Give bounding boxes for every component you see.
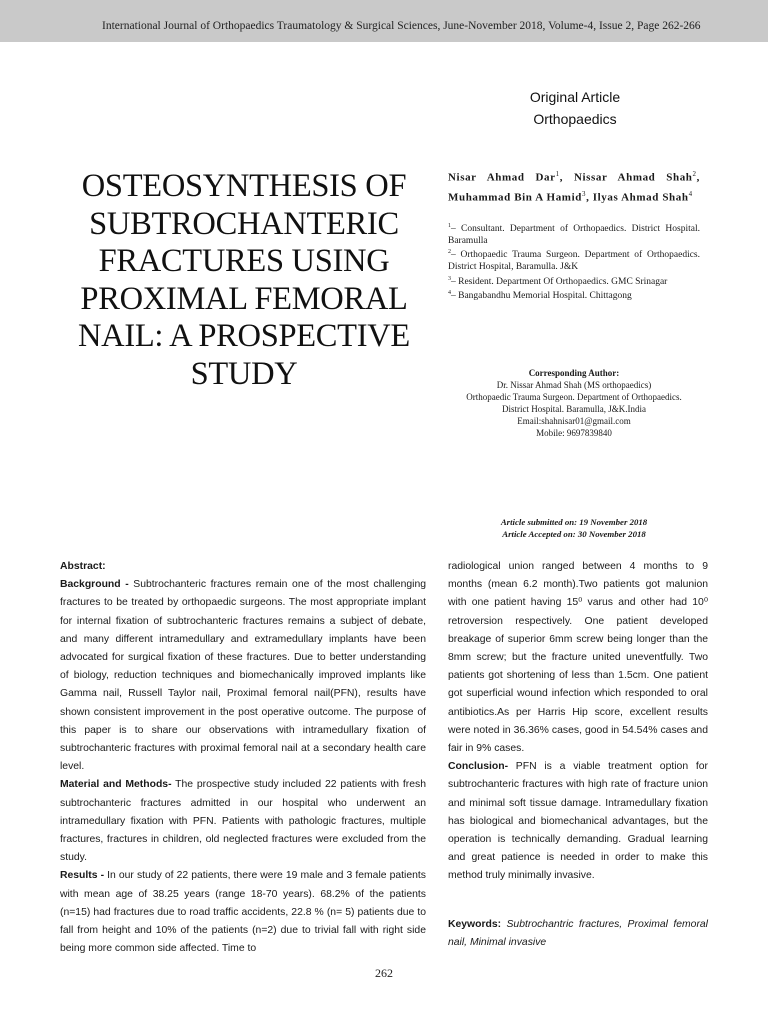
background-text: Subtrochanteric fractures remain one of the most challenging fractures to be treated by orthopaedic surgeons. The most appropriate implant for internal fixation of subtrochanteric fractures remains a subject of debate, and many different intramedullary and extramedullary implants have been advocated for surgical fixation of these fractures. Due to better understanding of biology, reduction techniques and biomechanically improved implants like Gamma nail, Russell Taylor nail, Proximal femoral nail(PFN), results have shown consistent improvement in the post operative outcome. The purpose of this paper is to share our observations with intramedullary fixation of subtrochanteric fractures with proximal femoral nail at a secondary health care level. bbox=[60, 579, 426, 773]
author-name: Nissar Ahmad Shah bbox=[573, 171, 693, 184]
affiliation-text: – Consultant. Department of Orthopaedics. District Hospital. Baramulla bbox=[448, 224, 700, 246]
author-separator: , bbox=[586, 191, 593, 204]
affiliation-text: – Orthopaedic Trauma Surgeon. Department of Orthopaedics. District Hospital, Baramulla. J&K bbox=[448, 250, 700, 273]
keywords-block bbox=[448, 916, 708, 952]
author-list bbox=[448, 166, 700, 205]
submitted-date: Article submitted on: 19 November 2018 bbox=[500, 517, 648, 527]
affiliation-item bbox=[448, 247, 700, 273]
affiliation-text: – Resident. Department Of Orthopaedics. GMC Srinagar bbox=[451, 276, 668, 287]
results-continued: radiological union ranged between 4 months to 9 months (mean 6.2 month).Two patients got malunion with one patient having 15⁰ varus and other had 10⁰ retroversion respectively. One patient developed breakage of superior 6mm screw being longer than the 8mm screw; but the fracture united uneventfully. Two patients got shortening of less than 1.5cm. One patient got superficial wound infection which responded to oral antibiotics.As per Harris Hip score, excellent results were noted in 36.36% cases, good in 54.54% cases and fair in 9% cases. bbox=[448, 561, 708, 755]
article-title: OSTEOSYNTHESIS OF SUBTROCHANTERIC FRACTURES USING PROXIMAL FEMORAL NAIL: A PROSPECTIVE STUDY bbox=[78, 168, 410, 392]
abstract-right-column bbox=[448, 558, 708, 886]
corresponding-mobile: Mobile: 9697839840 bbox=[536, 428, 612, 439]
affiliation-number: 3 bbox=[448, 275, 451, 282]
affiliation-number: 2 bbox=[448, 249, 451, 256]
author-name: Ilyas Ahmad Shah bbox=[592, 191, 689, 204]
affiliation-item bbox=[448, 274, 700, 289]
abstract-heading: Abstract: bbox=[60, 561, 106, 572]
affiliation-list bbox=[448, 221, 700, 303]
accepted-date: Article Accepted on: 30 November 2018 bbox=[502, 529, 646, 539]
affiliation-text: – Bangabandhu Memorial Hospital. Chittagong bbox=[451, 291, 632, 302]
methods-text: The prospective study included 22 patients with fresh subtrochanteric fractures admitted in our hospital who underwent an intramedullary fixation with PFN. Patients with pathologic fractures, multiple fractures, fractures in children, old neglected fractures were excluded from the study. bbox=[60, 779, 426, 864]
page-number: 262 bbox=[375, 966, 393, 980]
background-label: Background - bbox=[60, 579, 129, 591]
running-header bbox=[0, 0, 768, 42]
methods-label: Material and Methods- bbox=[60, 779, 172, 791]
corresponding-heading: Corresponding Author: bbox=[528, 368, 620, 378]
author-affil-mark: 2 bbox=[692, 170, 697, 178]
corresponding-hospital: District Hospital. Baramulla, J&K.India bbox=[502, 404, 646, 415]
background-paragraph bbox=[60, 576, 426, 776]
article-subject-label: Orthopaedics bbox=[533, 111, 617, 127]
methods-paragraph bbox=[60, 776, 426, 867]
results-paragraph bbox=[60, 867, 426, 958]
author-separator: , bbox=[559, 171, 574, 184]
author-affil-mark: 3 bbox=[581, 189, 587, 198]
affiliation-number: 4 bbox=[448, 290, 451, 297]
corresponding-email[interactable]: Email:shahnisar01@gmail.com bbox=[517, 416, 631, 427]
author-separator: , bbox=[696, 171, 700, 184]
author-name: Muhammad Bin A Hamid bbox=[448, 191, 582, 204]
article-type bbox=[450, 86, 700, 130]
author-name: Nisar Ahmad Dar bbox=[448, 171, 556, 184]
keywords-text: Subtrochantric fractures, Proximal femoral nail, Minimal invasive bbox=[448, 919, 708, 949]
article-dates bbox=[440, 516, 708, 540]
corresponding-name: Dr. Nissar Ahmad Shah (MS orthopaedics) bbox=[496, 380, 652, 391]
running-head-text: International Journal of Orthopaedics Traumatology & Surgical Sciences, June-November 2018, Volume-4, Issue 2, Page 262-266 bbox=[102, 20, 701, 32]
affiliation-number: 1 bbox=[448, 223, 451, 229]
conclusion-text: PFN is a viable treatment option for subtrochanteric fractures with high rate of fracture union and minimal soft tissue damage. Intramedullary fixation has biological and biomechanical advantages, but the operation is technically demanding. Gradual learning and great patience is needed in order to make this method truly minimally invasive. bbox=[448, 761, 708, 882]
results-text: In our study of 22 patients, there were 19 male and 3 female patients with mean age of 38.25 years (range 18-70 years). 68.2% of the patients (n=15) had fractures due to road traffic accidents, 22.8 % (n= 5) patients due to fall from height and 10% of the patients (n=2) due to trivial fall with right side being more common side affected. Time to bbox=[60, 870, 426, 955]
keywords-label: Keywords: bbox=[448, 919, 502, 930]
conclusion-paragraph bbox=[448, 758, 708, 885]
corresponding-author-block bbox=[440, 367, 708, 440]
abstract-left-column bbox=[60, 558, 426, 958]
corresponding-role: Orthopaedic Trauma Surgeon. Department of Orthopaedics. bbox=[466, 392, 682, 403]
affiliation-item bbox=[448, 221, 700, 247]
author-affil-mark: 1 bbox=[555, 170, 560, 178]
conclusion-label: Conclusion- bbox=[448, 761, 509, 773]
affiliation-item bbox=[448, 288, 700, 303]
results-label: Results - bbox=[60, 870, 105, 882]
article-type-label: Original Article bbox=[529, 89, 621, 105]
author-affil-mark: 4 bbox=[688, 189, 693, 198]
